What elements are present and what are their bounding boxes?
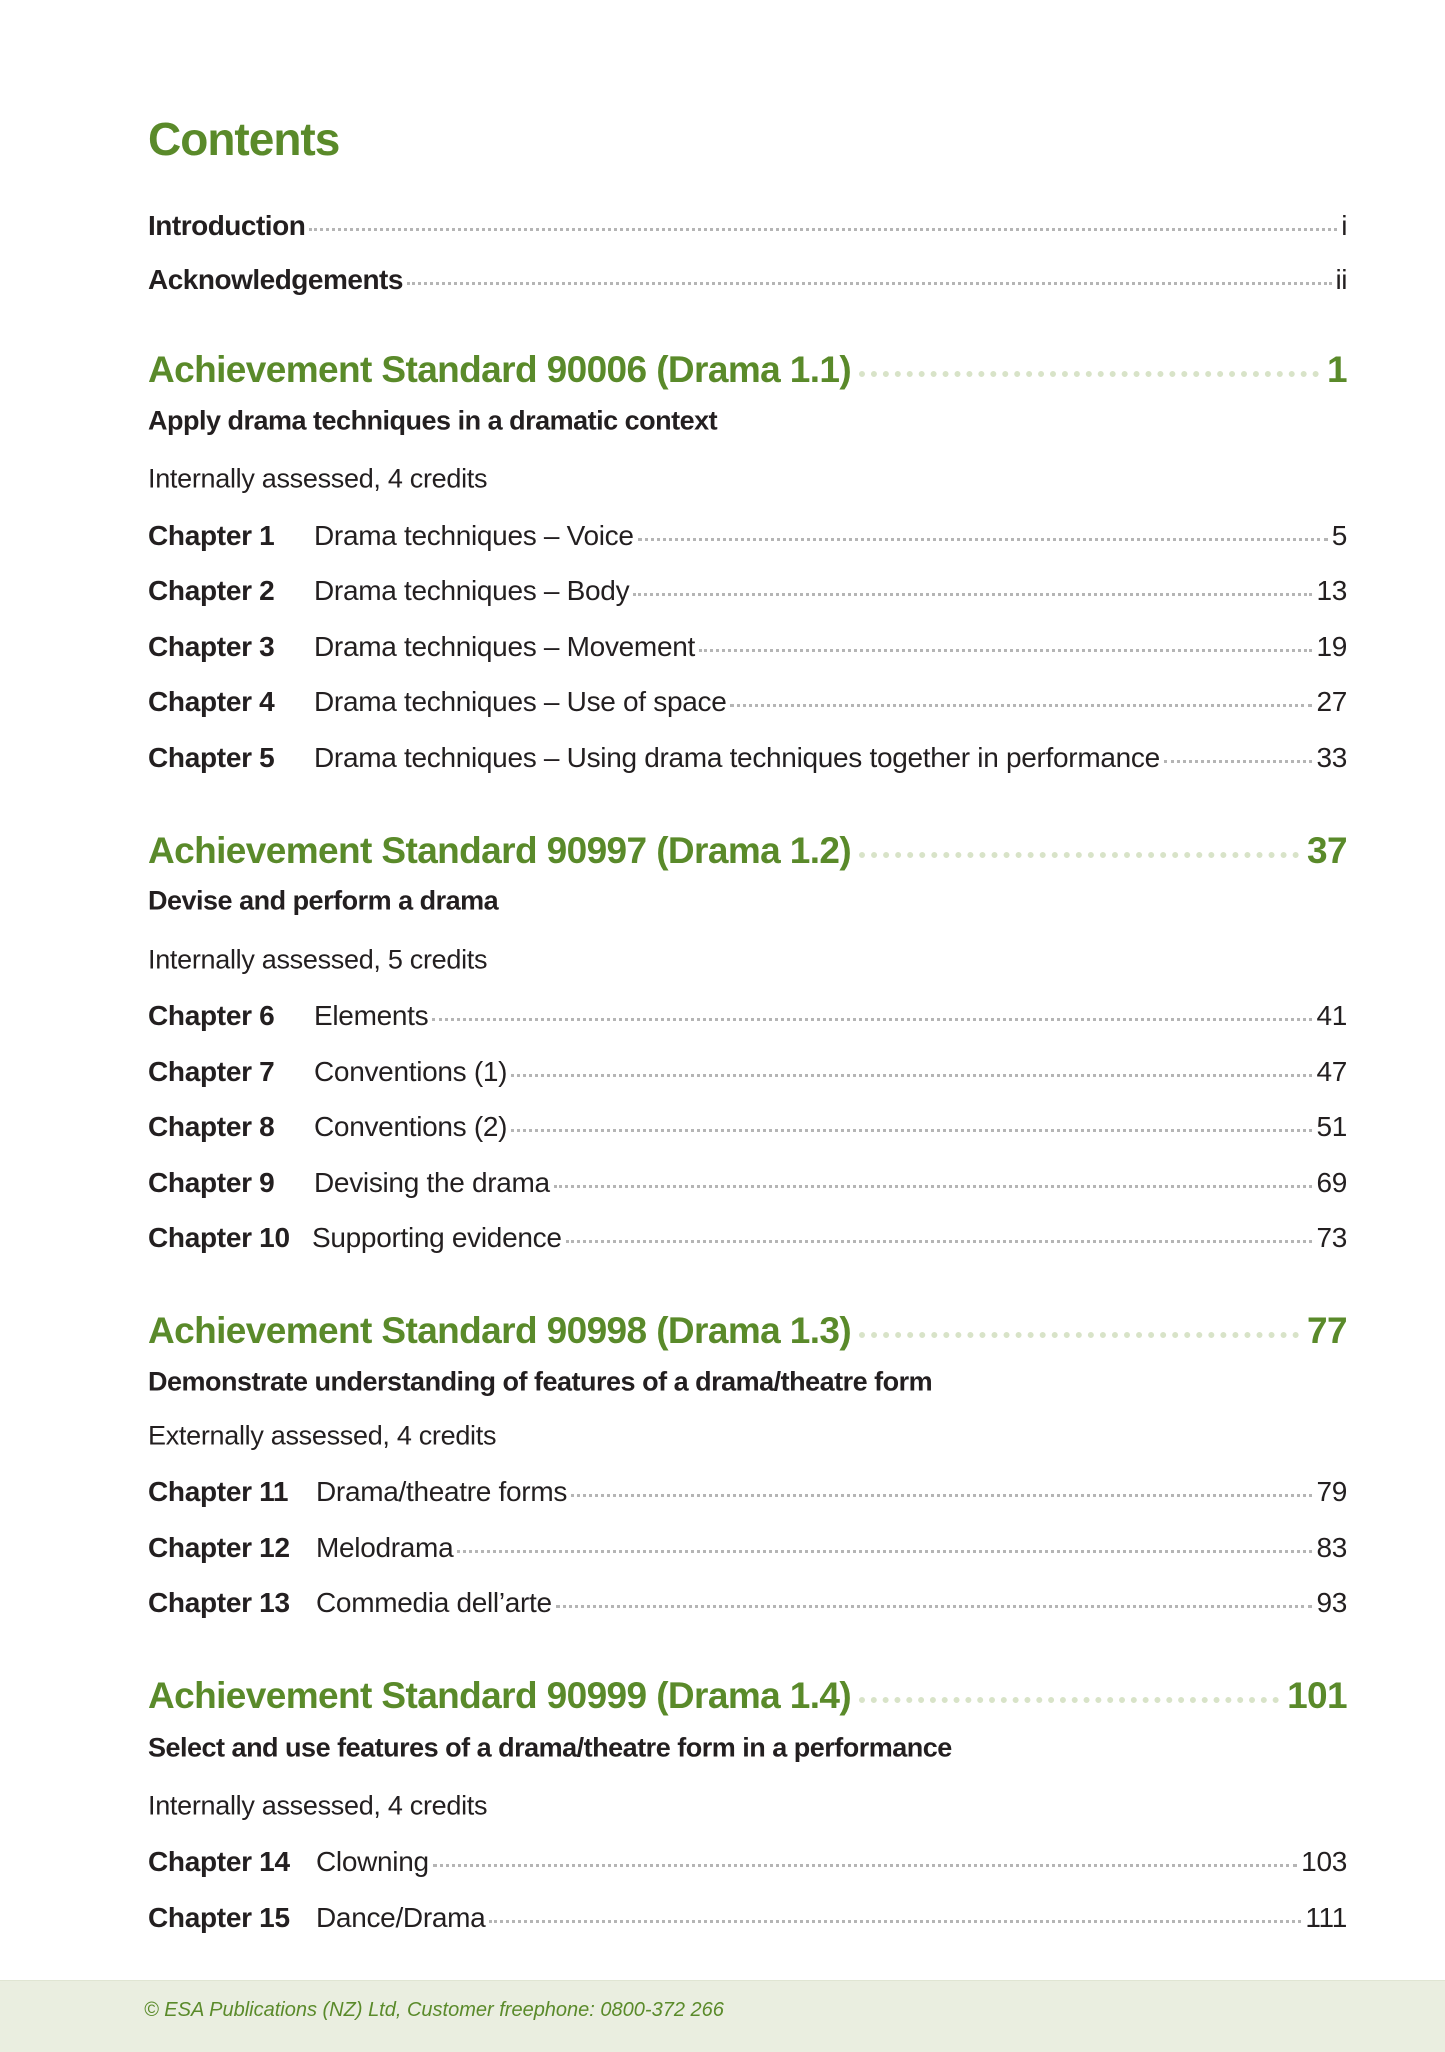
standard-heading-label: Achievement Standard 90999 (Drama 1.4) [148,1675,852,1716]
chapter-title: Drama techniques – Voice [314,520,634,551]
dot-leader [511,1074,1312,1077]
dot-leader [511,1129,1312,1132]
chapter-entry[interactable] [148,1056,1347,1088]
dot-leader [457,1550,1312,1553]
dot-leader [859,371,1319,377]
chapter-entry[interactable] [148,1111,1347,1143]
page-number: 79 [1316,1476,1347,1507]
dot-leader [859,1332,1299,1338]
page-number: 83 [1316,1532,1347,1563]
chapter-entry[interactable] [148,1846,1347,1878]
page-number: 37 [1307,830,1347,871]
dot-leader [730,704,1312,707]
chapter-title: Drama techniques – Movement [314,631,695,662]
page-number: 27 [1316,686,1347,717]
chapter-title: Supporting evidence [312,1222,562,1253]
chapter-number: Chapter 13 [148,1587,290,1618]
page-number: 103 [1301,1846,1347,1877]
dot-leader [407,282,1332,285]
chapter-entry[interactable] [148,1587,1347,1619]
chapter-number: Chapter 6 [148,1000,275,1031]
page-number: 77 [1307,1310,1347,1351]
chapter-title: Conventions (1) [314,1056,508,1087]
chapter-entry[interactable] [148,1902,1347,1934]
chapter-entry[interactable] [148,1476,1347,1508]
chapter-title: Commedia dell’arte [316,1587,552,1618]
chapter-entry[interactable] [148,742,1347,774]
page-number: 13 [1316,575,1347,606]
page-number: 101 [1287,1675,1347,1716]
chapter-entry[interactable] [148,686,1347,718]
chapter-title: Drama techniques – Use of space [314,686,727,717]
dot-leader [554,1185,1313,1188]
chapter-number: Chapter 11 [148,1476,289,1507]
dot-leader [489,1920,1301,1923]
toc-introduction[interactable] [148,210,1347,242]
chapter-title: Dance/Drama [316,1902,486,1933]
assessment-info: Internally assessed, 4 credits [148,463,488,494]
page-number: 93 [1316,1587,1347,1618]
dot-leader [556,1605,1313,1608]
standard-heading-label: Achievement Standard 90998 (Drama 1.3) [148,1310,852,1351]
chapter-number: Chapter 15 [148,1902,290,1933]
dot-leader [566,1240,1313,1243]
chapter-entry[interactable] [148,575,1347,607]
chapter-title: Devising the drama [314,1167,550,1198]
standard-heading-label: Achievement Standard 90997 (Drama 1.2) [148,830,852,871]
chapter-title: Drama techniques – Body [314,575,630,606]
page-number: 69 [1316,1167,1347,1198]
dot-leader [432,1018,1312,1021]
standard-heading[interactable] [148,1310,1347,1352]
chapter-number: Chapter 7 [148,1056,275,1087]
chapter-number: Chapter 1 [148,520,275,551]
footer [0,1980,1445,2052]
chapter-title: Clowning [316,1846,429,1877]
dot-leader [638,538,1328,541]
standard-subtitle: Select and use features of a drama/theatre form in a performance [148,1732,952,1763]
chapter-number: Chapter 9 [148,1167,275,1198]
standard-subtitle: Apply drama techniques in a dramatic context [148,405,718,436]
chapter-entry[interactable] [148,631,1347,663]
chapter-number: Chapter 5 [148,742,275,773]
toc-introduction-label: Introduction [148,210,306,241]
page-number: 47 [1316,1056,1347,1087]
dot-leader [633,593,1312,596]
dot-leader [699,649,1312,652]
dot-leader [1164,760,1313,763]
standard-subtitle: Devise and perform a drama [148,885,499,916]
toc-acknowledgements-label: Acknowledgements [148,264,403,295]
standard-heading[interactable] [148,830,1347,872]
dot-leader [571,1494,1312,1497]
chapter-entry[interactable] [148,1532,1347,1564]
chapter-entry[interactable] [148,1222,1347,1254]
dot-leader [859,852,1299,858]
assessment-info: Internally assessed, 5 credits [148,944,488,975]
chapter-entry[interactable] [148,520,1347,552]
chapter-number: Chapter 12 [148,1532,290,1563]
standard-subtitle: Demonstrate understanding of features of a drama/theatre form [148,1366,933,1397]
standard-heading[interactable] [148,1675,1347,1717]
assessment-info: Internally assessed, 4 credits [148,1790,488,1821]
chapter-number: Chapter 14 [148,1846,290,1877]
chapter-entry[interactable] [148,1000,1347,1032]
chapter-title: Conventions (2) [314,1111,508,1142]
chapter-number: Chapter 8 [148,1111,275,1142]
page-title: Contents [148,113,340,165]
chapter-entry[interactable] [148,1167,1347,1199]
chapter-number: Chapter 3 [148,631,275,662]
page-number: 1 [1327,349,1347,390]
chapter-number: Chapter 2 [148,575,275,606]
page-number: 41 [1316,1000,1347,1031]
standard-heading-label: Achievement Standard 90006 (Drama 1.1) [148,349,852,390]
chapter-title: Drama techniques – Using drama techniques together in performance [314,742,1160,773]
chapter-title: Drama/theatre forms [316,1476,568,1507]
standard-heading[interactable] [148,349,1347,391]
page-number: 19 [1316,631,1347,662]
footer-copyright: © ESA Publications (NZ) Ltd, Customer freephone: 0800-372 266 [144,1999,724,2021]
page-number: i [1341,210,1347,241]
assessment-info: Externally assessed, 4 credits [148,1420,497,1451]
chapter-number: Chapter 4 [148,686,275,717]
page-number: 5 [1331,520,1347,551]
dot-leader [309,228,1337,231]
dot-leader [433,1864,1297,1867]
chapter-title: Melodrama [316,1532,454,1563]
page-number: 73 [1316,1222,1347,1253]
chapter-title: Elements [314,1000,429,1031]
page-number: 111 [1305,1902,1347,1933]
page-number: 51 [1316,1111,1347,1142]
page-number: 33 [1316,742,1347,773]
page-number: ii [1335,264,1347,295]
dot-leader [859,1697,1279,1703]
toc-acknowledgements[interactable] [148,264,1347,296]
chapter-number: Chapter 10 [148,1222,290,1253]
